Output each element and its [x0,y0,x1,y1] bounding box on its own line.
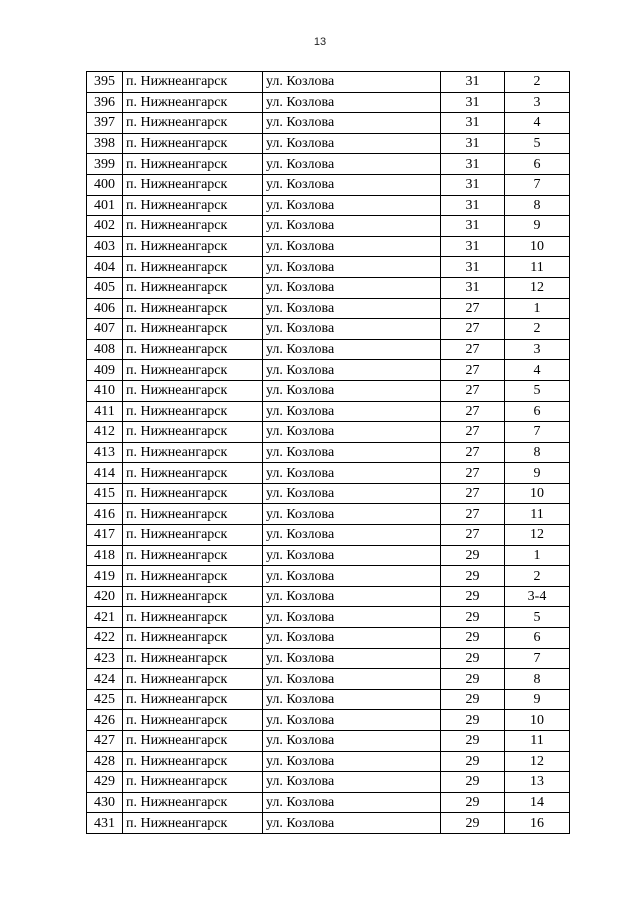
table-row [87,401,570,422]
street-cell: ул. Козлова [263,442,441,463]
row-number-cell: 396 [87,92,123,113]
apartment-number-cell: 8 [505,669,570,690]
apartment-number-cell: 5 [505,380,570,401]
apartment-number-cell: 10 [505,236,570,257]
settlement-cell: п. Нижнеангарск [123,710,263,731]
apartment-number-cell: 14 [505,792,570,813]
row-number-cell: 423 [87,648,123,669]
settlement-cell: п. Нижнеангарск [123,813,263,834]
row-number-cell: 411 [87,401,123,422]
house-number-cell: 29 [441,792,505,813]
settlement-cell: п. Нижнеангарск [123,566,263,587]
apartment-number-cell: 10 [505,710,570,731]
settlement-cell: п. Нижнеангарск [123,133,263,154]
house-number-cell: 27 [441,525,505,546]
settlement-cell: п. Нижнеангарск [123,628,263,649]
settlement-cell: п. Нижнеангарск [123,216,263,237]
settlement-cell: п. Нижнеангарск [123,339,263,360]
apartment-number-cell: 5 [505,133,570,154]
street-cell: ул. Козлова [263,236,441,257]
house-number-cell: 29 [441,772,505,793]
street-cell: ул. Козлова [263,545,441,566]
table-row [87,298,570,319]
street-cell: ул. Козлова [263,380,441,401]
house-number-cell: 27 [441,422,505,443]
street-cell: ул. Козлова [263,277,441,298]
house-number-cell: 31 [441,257,505,278]
settlement-cell: п. Нижнеангарск [123,504,263,525]
apartment-number-cell: 11 [505,731,570,752]
table-row [87,566,570,587]
row-number-cell: 406 [87,298,123,319]
street-cell: ул. Козлова [263,689,441,710]
apartment-number-cell: 13 [505,772,570,793]
apartment-number-cell: 3 [505,339,570,360]
settlement-cell: п. Нижнеангарск [123,174,263,195]
street-cell: ул. Козлова [263,360,441,381]
table-row [87,463,570,484]
table-row [87,504,570,525]
house-number-cell: 29 [441,710,505,731]
street-cell: ул. Козлова [263,648,441,669]
street-cell: ул. Козлова [263,772,441,793]
street-cell: ул. Козлова [263,174,441,195]
house-number-cell: 29 [441,628,505,649]
settlement-cell: п. Нижнеангарск [123,298,263,319]
table-row [87,772,570,793]
apartment-number-cell: 2 [505,72,570,93]
page-number: 13 [313,36,327,48]
table-row [87,525,570,546]
street-cell: ул. Козлова [263,133,441,154]
house-number-cell: 29 [441,669,505,690]
table-row [87,628,570,649]
street-cell: ул. Козлова [263,669,441,690]
house-number-cell: 31 [441,174,505,195]
row-number-cell: 415 [87,483,123,504]
apartment-number-cell: 8 [505,195,570,216]
row-number-cell: 397 [87,113,123,134]
street-cell: ул. Козлова [263,154,441,175]
street-cell: ул. Козлова [263,463,441,484]
settlement-cell: п. Нижнеангарск [123,689,263,710]
street-cell: ул. Козлова [263,710,441,731]
settlement-cell: п. Нижнеангарск [123,360,263,381]
row-number-cell: 409 [87,360,123,381]
street-cell: ул. Козлова [263,113,441,134]
settlement-cell: п. Нижнеангарск [123,525,263,546]
table-row [87,689,570,710]
row-number-cell: 426 [87,710,123,731]
apartment-number-cell: 11 [505,257,570,278]
table-row [87,72,570,93]
apartment-number-cell: 12 [505,277,570,298]
row-number-cell: 430 [87,792,123,813]
apartment-number-cell: 7 [505,174,570,195]
row-number-cell: 407 [87,319,123,340]
table-row [87,751,570,772]
house-number-cell: 29 [441,586,505,607]
row-number-cell: 403 [87,236,123,257]
table-row [87,669,570,690]
row-number-cell: 421 [87,607,123,628]
apartment-number-cell: 1 [505,298,570,319]
row-number-cell: 405 [87,277,123,298]
settlement-cell: п. Нижнеангарск [123,669,263,690]
table-row [87,277,570,298]
table-row [87,483,570,504]
settlement-cell: п. Нижнеангарск [123,731,263,752]
apartment-number-cell: 4 [505,113,570,134]
row-number-cell: 398 [87,133,123,154]
row-number-cell: 400 [87,174,123,195]
settlement-cell: п. Нижнеангарск [123,154,263,175]
settlement-cell: п. Нижнеангарск [123,92,263,113]
apartment-number-cell: 6 [505,154,570,175]
house-number-cell: 27 [441,442,505,463]
table-row [87,422,570,443]
row-number-cell: 408 [87,339,123,360]
registry-table-body [87,72,570,834]
apartment-number-cell: 2 [505,319,570,340]
settlement-cell: п. Нижнеангарск [123,195,263,216]
table-row [87,792,570,813]
street-cell: ул. Козлова [263,628,441,649]
apartment-number-cell: 8 [505,442,570,463]
house-number-cell: 29 [441,689,505,710]
settlement-cell: п. Нижнеангарск [123,257,263,278]
row-number-cell: 410 [87,380,123,401]
house-number-cell: 27 [441,380,505,401]
table-row [87,92,570,113]
apartment-number-cell: 9 [505,216,570,237]
house-number-cell: 31 [441,113,505,134]
house-number-cell: 29 [441,751,505,772]
settlement-cell: п. Нижнеангарск [123,422,263,443]
settlement-cell: п. Нижнеангарск [123,72,263,93]
house-number-cell: 31 [441,195,505,216]
settlement-cell: п. Нижнеангарск [123,113,263,134]
street-cell: ул. Козлова [263,195,441,216]
table-row [87,319,570,340]
house-number-cell: 31 [441,133,505,154]
apartment-number-cell: 2 [505,566,570,587]
settlement-cell: п. Нижнеангарск [123,380,263,401]
apartment-number-cell: 1 [505,545,570,566]
table-row [87,813,570,834]
apartment-number-cell: 6 [505,401,570,422]
table-row [87,133,570,154]
house-number-cell: 27 [441,319,505,340]
row-number-cell: 417 [87,525,123,546]
house-number-cell: 27 [441,339,505,360]
apartment-number-cell: 16 [505,813,570,834]
table-row [87,586,570,607]
street-cell: ул. Козлова [263,257,441,278]
street-cell: ул. Козлова [263,401,441,422]
apartment-number-cell: 4 [505,360,570,381]
row-number-cell: 416 [87,504,123,525]
street-cell: ул. Козлова [263,483,441,504]
house-number-cell: 29 [441,813,505,834]
house-number-cell: 29 [441,648,505,669]
row-number-cell: 419 [87,566,123,587]
row-number-cell: 424 [87,669,123,690]
table-row [87,216,570,237]
apartment-number-cell: 3-4 [505,586,570,607]
house-number-cell: 31 [441,216,505,237]
apartment-number-cell: 7 [505,422,570,443]
settlement-cell: п. Нижнеангарск [123,772,263,793]
row-number-cell: 427 [87,731,123,752]
house-number-cell: 27 [441,401,505,422]
row-number-cell: 429 [87,772,123,793]
table-row [87,195,570,216]
table-row [87,174,570,195]
apartment-number-cell: 11 [505,504,570,525]
apartment-number-cell: 6 [505,628,570,649]
street-cell: ул. Козлова [263,72,441,93]
house-number-cell: 27 [441,298,505,319]
table-row [87,236,570,257]
settlement-cell: п. Нижнеангарск [123,442,263,463]
house-number-cell: 27 [441,360,505,381]
street-cell: ул. Козлова [263,339,441,360]
row-number-cell: 414 [87,463,123,484]
street-cell: ул. Козлова [263,504,441,525]
row-number-cell: 422 [87,628,123,649]
street-cell: ул. Козлова [263,813,441,834]
house-number-cell: 31 [441,92,505,113]
settlement-cell: п. Нижнеангарск [123,483,263,504]
house-number-cell: 31 [441,236,505,257]
table-row [87,380,570,401]
apartment-number-cell: 7 [505,648,570,669]
street-cell: ул. Козлова [263,92,441,113]
table-row [87,113,570,134]
table-row [87,257,570,278]
table-row [87,607,570,628]
table-row [87,710,570,731]
row-number-cell: 402 [87,216,123,237]
street-cell: ул. Козлова [263,216,441,237]
row-number-cell: 431 [87,813,123,834]
apartment-number-cell: 3 [505,92,570,113]
row-number-cell: 428 [87,751,123,772]
street-cell: ул. Козлова [263,298,441,319]
settlement-cell: п. Нижнеангарск [123,648,263,669]
street-cell: ул. Козлова [263,731,441,752]
address-registry-table [86,71,570,834]
row-number-cell: 420 [87,586,123,607]
settlement-cell: п. Нижнеангарск [123,586,263,607]
street-cell: ул. Козлова [263,422,441,443]
apartment-number-cell: 12 [505,525,570,546]
settlement-cell: п. Нижнеангарск [123,792,263,813]
house-number-cell: 29 [441,607,505,628]
house-number-cell: 29 [441,566,505,587]
street-cell: ул. Козлова [263,566,441,587]
settlement-cell: п. Нижнеангарск [123,277,263,298]
table-row [87,731,570,752]
row-number-cell: 412 [87,422,123,443]
row-number-cell: 418 [87,545,123,566]
table-row [87,648,570,669]
settlement-cell: п. Нижнеангарск [123,545,263,566]
table-row [87,360,570,381]
apartment-number-cell: 9 [505,689,570,710]
settlement-cell: п. Нижнеангарск [123,607,263,628]
table-row [87,154,570,175]
table-row [87,545,570,566]
street-cell: ул. Козлова [263,525,441,546]
settlement-cell: п. Нижнеангарск [123,319,263,340]
row-number-cell: 395 [87,72,123,93]
house-number-cell: 31 [441,277,505,298]
house-number-cell: 29 [441,731,505,752]
street-cell: ул. Козлова [263,607,441,628]
settlement-cell: п. Нижнеангарск [123,751,263,772]
apartment-number-cell: 10 [505,483,570,504]
house-number-cell: 27 [441,463,505,484]
house-number-cell: 31 [441,154,505,175]
street-cell: ул. Козлова [263,586,441,607]
table-row [87,442,570,463]
house-number-cell: 27 [441,504,505,525]
table-row [87,339,570,360]
apartment-number-cell: 5 [505,607,570,628]
settlement-cell: п. Нижнеангарск [123,236,263,257]
row-number-cell: 425 [87,689,123,710]
street-cell: ул. Козлова [263,792,441,813]
house-number-cell: 29 [441,545,505,566]
street-cell: ул. Козлова [263,319,441,340]
apartment-number-cell: 12 [505,751,570,772]
row-number-cell: 404 [87,257,123,278]
house-number-cell: 31 [441,72,505,93]
apartment-number-cell: 9 [505,463,570,484]
house-number-cell: 27 [441,483,505,504]
settlement-cell: п. Нижнеангарск [123,463,263,484]
row-number-cell: 401 [87,195,123,216]
settlement-cell: п. Нижнеангарск [123,401,263,422]
street-cell: ул. Козлова [263,751,441,772]
row-number-cell: 413 [87,442,123,463]
row-number-cell: 399 [87,154,123,175]
